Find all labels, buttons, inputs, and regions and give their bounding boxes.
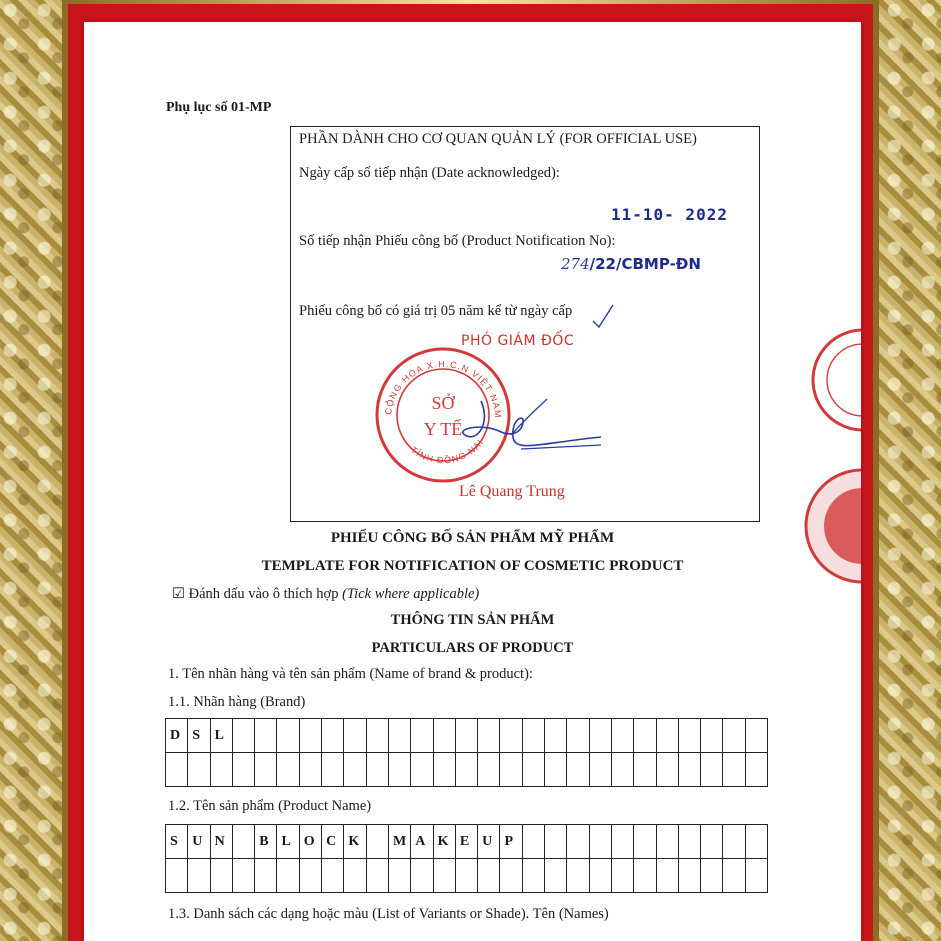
- grid-cell: U: [478, 825, 500, 859]
- grid-cell: [478, 859, 500, 893]
- grid-cell: [433, 859, 455, 893]
- grid-cell: [210, 859, 232, 893]
- tick-note-vi: Đánh dấu vào ô thích hợp: [188, 586, 339, 602]
- checked-box-icon: ☑: [172, 586, 185, 602]
- section-1-3-heading: 1.3. Danh sách các dạng hoặc màu (List of Variants or Shade). Tên (Names): [168, 906, 609, 922]
- grid-cell: [589, 859, 611, 893]
- particulars-heading-vi: THÔNG TIN SẢN PHẨM: [390, 612, 555, 628]
- grid-cell: [299, 753, 321, 787]
- grid-cell: C: [322, 825, 344, 859]
- document-page: [84, 22, 861, 941]
- grid-cell: [701, 719, 723, 753]
- grid-cell: M: [388, 825, 410, 859]
- grid-cell: S: [188, 719, 210, 753]
- grid-cell: K: [344, 825, 366, 859]
- section-1-heading: 1. Tên nhãn hàng và tên sản phẩm (Name of brand & product):: [168, 666, 533, 682]
- grid-cell: [344, 753, 366, 787]
- handwritten-signature: [451, 393, 611, 473]
- grid-cell: [634, 859, 656, 893]
- grid-cell: [232, 753, 254, 787]
- grid-cell: [232, 859, 254, 893]
- grid-cell: [567, 719, 589, 753]
- grid-cell: [366, 719, 388, 753]
- grid-cell: [723, 859, 745, 893]
- validity-tick-mark: [591, 303, 615, 329]
- signer-title: PHÓ GIÁM ĐỐC: [461, 333, 575, 349]
- official-header: PHẦN DÀNH CHO CƠ QUAN QUẢN LÝ (FOR OFFICIAL USE): [299, 131, 697, 147]
- grid-cell: [433, 719, 455, 753]
- grid-cell: [455, 719, 477, 753]
- grid-cell: [232, 719, 254, 753]
- grid-cell: [366, 825, 388, 859]
- grid-cell: [277, 719, 299, 753]
- grid-cell: U: [188, 825, 210, 859]
- grid-cell: [545, 753, 567, 787]
- grid-cell: [589, 825, 611, 859]
- tick-note: [172, 586, 479, 603]
- partial-stamp-right-bottom: [804, 458, 861, 598]
- notification-no-handwritten: 274: [561, 255, 590, 273]
- notification-no-value: [561, 255, 701, 273]
- appendix-label: Phụ lục số 01-MP: [166, 100, 272, 115]
- grid-cell: N: [210, 825, 232, 859]
- grid-cell: [522, 825, 544, 859]
- grid-cell: [678, 825, 700, 859]
- grid-cell: [634, 825, 656, 859]
- grid-cell: [567, 859, 589, 893]
- grid-cell: [299, 719, 321, 753]
- grid-cell: [277, 859, 299, 893]
- grid-cell: [545, 719, 567, 753]
- grid-cell: [678, 719, 700, 753]
- brand-character-grid: [165, 718, 768, 787]
- grid-cell: [522, 753, 544, 787]
- grid-cell: [634, 753, 656, 787]
- grid-cell: [210, 753, 232, 787]
- grid-cell: [232, 825, 254, 859]
- grid-cell: [255, 719, 277, 753]
- tick-note-en: (Tick where applicable): [342, 586, 480, 602]
- grid-cell: [388, 859, 410, 893]
- grid-cell: [723, 825, 745, 859]
- grid-cell: [545, 825, 567, 859]
- grid-cell: [656, 825, 678, 859]
- grid-cell: [745, 825, 767, 859]
- grid-cell: [166, 859, 188, 893]
- grid-cell: [611, 825, 633, 859]
- stamp-line-2: Y TẾ: [423, 419, 463, 439]
- grid-row: [166, 753, 768, 787]
- grid-cell: [411, 753, 433, 787]
- grid-cell: [656, 753, 678, 787]
- date-acknowledged-value: 11-10- 2022: [611, 205, 728, 224]
- stamp-ring-text: CỘNG HÒA X.H.C.N VIỆT NAM: [383, 358, 504, 420]
- grid-cell: A: [411, 825, 433, 859]
- grid-row: [166, 719, 768, 753]
- grid-cell: [344, 719, 366, 753]
- grid-cell: [589, 753, 611, 787]
- grid-cell: [723, 719, 745, 753]
- grid-cell: [545, 859, 567, 893]
- grid-cell: [745, 859, 767, 893]
- grid-cell: [567, 825, 589, 859]
- grid-cell: [255, 753, 277, 787]
- grid-cell: [678, 753, 700, 787]
- stamp-line-1: SỞ: [431, 393, 455, 413]
- grid-cell: [656, 719, 678, 753]
- grid-row: [166, 859, 768, 893]
- validity-label: Phiếu công bố có giá trị 05 năm kể từ ngày cấp: [299, 303, 573, 319]
- grid-cell: L: [210, 719, 232, 753]
- grid-cell: [567, 753, 589, 787]
- grid-cell: [411, 859, 433, 893]
- section-1-1-heading: 1.1. Nhãn hàng (Brand): [168, 694, 306, 710]
- grid-cell: [322, 859, 344, 893]
- grid-cell: [478, 753, 500, 787]
- grid-cell: [656, 859, 678, 893]
- grid-cell: [500, 859, 522, 893]
- grid-cell: [366, 753, 388, 787]
- notification-no-suffix: /22/CBMP-ĐN: [589, 255, 701, 273]
- grid-cell: S: [166, 825, 188, 859]
- grid-cell: [723, 753, 745, 787]
- grid-cell: [611, 719, 633, 753]
- grid-cell: [299, 859, 321, 893]
- grid-cell: [678, 859, 700, 893]
- grid-cell: [411, 719, 433, 753]
- grid-cell: [701, 753, 723, 787]
- signer-name: Lê Quang Trung: [459, 483, 565, 500]
- grid-cell: [455, 859, 477, 893]
- grid-cell: [388, 753, 410, 787]
- grid-cell: [500, 753, 522, 787]
- grid-cell: [188, 753, 210, 787]
- grid-cell: [322, 719, 344, 753]
- grid-cell: [611, 753, 633, 787]
- grid-cell: E: [455, 825, 477, 859]
- grid-cell: [188, 859, 210, 893]
- grid-cell: [366, 859, 388, 893]
- grid-cell: [701, 825, 723, 859]
- grid-cell: [589, 719, 611, 753]
- grid-cell: [701, 859, 723, 893]
- section-1-2-heading: 1.2. Tên sản phẩm (Product Name): [168, 798, 372, 814]
- grid-cell: [634, 719, 656, 753]
- grid-cell: [344, 859, 366, 893]
- grid-cell: [522, 859, 544, 893]
- grid-cell: [322, 753, 344, 787]
- grid-cell: [478, 719, 500, 753]
- title-vietnamese: PHIẾU CÔNG BỐ SẢN PHẨM MỸ PHẨM: [330, 530, 615, 546]
- grid-cell: [745, 719, 767, 753]
- particulars-heading-en: PARTICULARS OF PRODUCT: [371, 640, 574, 656]
- grid-cell: [455, 753, 477, 787]
- grid-cell: [277, 753, 299, 787]
- grid-cell: [522, 719, 544, 753]
- grid-cell: P: [500, 825, 522, 859]
- grid-cell: [255, 859, 277, 893]
- title-english: TEMPLATE FOR NOTIFICATION OF COSMETIC PRODUCT: [261, 558, 684, 574]
- grid-cell: [745, 753, 767, 787]
- grid-cell: O: [299, 825, 321, 859]
- top-gold-strip: [62, 0, 879, 4]
- grid-cell: [433, 753, 455, 787]
- grid-cell: B: [255, 825, 277, 859]
- stamp-bottom-text: TỈNH ĐỒNG NAI: [408, 436, 486, 466]
- grid-cell: [388, 719, 410, 753]
- notification-no-label: Số tiếp nhận Phiếu công bố (Product Notification No):: [299, 233, 616, 249]
- grid-cell: [500, 719, 522, 753]
- partial-stamp-right-top: [808, 318, 861, 448]
- grid-cell: [166, 753, 188, 787]
- date-acknowledged-label: Ngày cấp số tiếp nhận (Date acknowledged):: [299, 165, 560, 181]
- product-name-character-grid: [165, 824, 768, 893]
- grid-cell: D: [166, 719, 188, 753]
- grid-cell: [611, 859, 633, 893]
- official-use-box: [290, 126, 760, 522]
- grid-cell: K: [433, 825, 455, 859]
- grid-row: [166, 825, 768, 859]
- grid-cell: L: [277, 825, 299, 859]
